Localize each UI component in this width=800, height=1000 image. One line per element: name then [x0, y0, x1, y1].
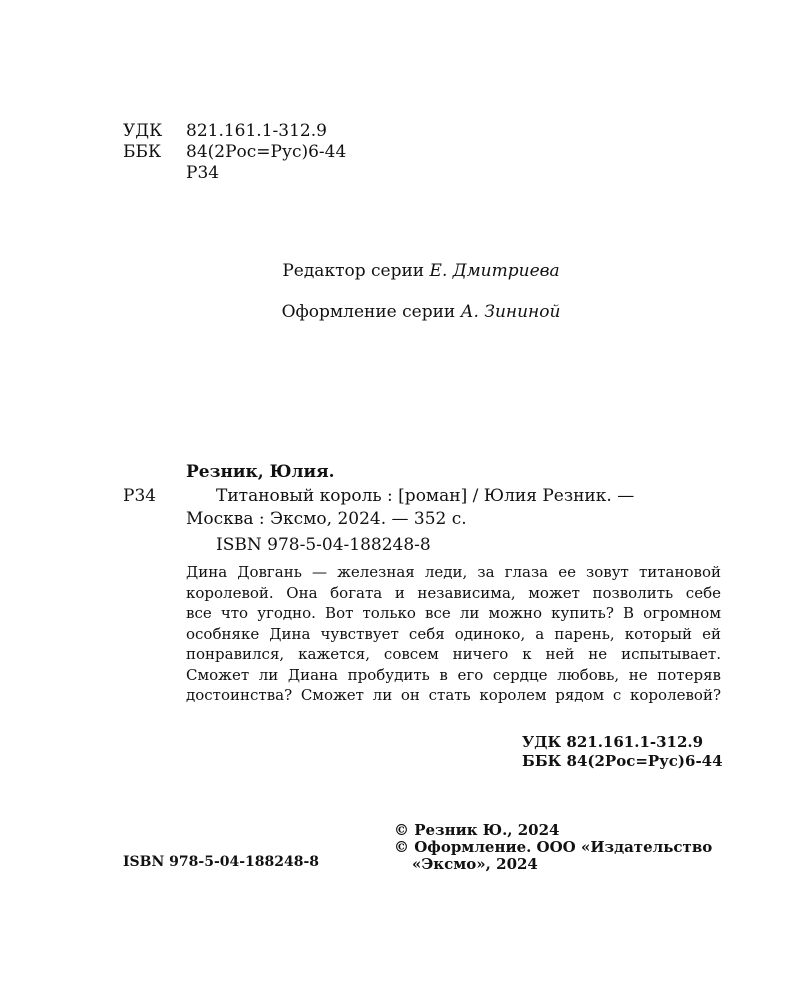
copyright-author: © Резник Ю., 2024: [394, 821, 560, 839]
annotation-line: достоинства? Сможет ли он стать королем рядом с королевой?: [186, 686, 721, 704]
annotation-line: Дина Довгань — железная леди, за глаза ее зовут титановой: [186, 563, 721, 581]
author-code: Р34: [123, 486, 157, 506]
annotation-line: понравился, кажется, совсем ничего к ней не испытывает.: [186, 645, 721, 663]
series-design-label: Оформление серии: [281, 302, 456, 322]
author-sign: Р34: [186, 163, 220, 183]
annotation-line: все что угодно. Вот только все ли можно купить? В огромном: [186, 604, 721, 622]
copyright-design: © Оформление. ООО «Издательство: [394, 838, 713, 856]
series-design-name: А. Зининой: [460, 302, 561, 322]
series-editor-label: Редактор серии: [282, 261, 425, 281]
copyright-publisher: «Эксмо», 2024: [412, 855, 538, 873]
annotation-line: Сможет ли Диана пробудить в его сердце любовь, не потеряв: [186, 665, 721, 684]
annotation: [186, 562, 721, 706]
isbn-bottom: ISBN 978-5-04-188248-8: [123, 854, 320, 870]
udk-bottom: УДК 821.161.1-312.9: [522, 733, 704, 751]
title-statement: Титановый король : [роман] / Юлия Резник. —: [216, 486, 635, 506]
annotation-line: особняке Дина чувствует себя одиноко, а парень, который ей: [186, 624, 721, 643]
publication-statement: Москва : Эксмо, 2024. — 352 с.: [186, 509, 467, 529]
bbk-bottom: ББК 84(2Рос=Рус)6-44: [522, 752, 723, 770]
udk-value: 821.161.1-312.9: [186, 121, 327, 141]
author-heading: Резник, Юлия.: [186, 462, 335, 482]
series-design: [0, 302, 800, 322]
bbk-label: ББК: [123, 142, 162, 162]
isbn-record: ISBN 978-5-04-188248-8: [216, 535, 431, 555]
annotation-line: королевой. Она богата и независима, может позволить себе: [186, 583, 721, 602]
series-editor-name: Е. Дмитриева: [429, 261, 560, 281]
udk-label: УДК: [123, 121, 163, 141]
bbk-value: 84(2Рос=Рус)6-44: [186, 142, 347, 162]
series-editor: [0, 261, 800, 281]
